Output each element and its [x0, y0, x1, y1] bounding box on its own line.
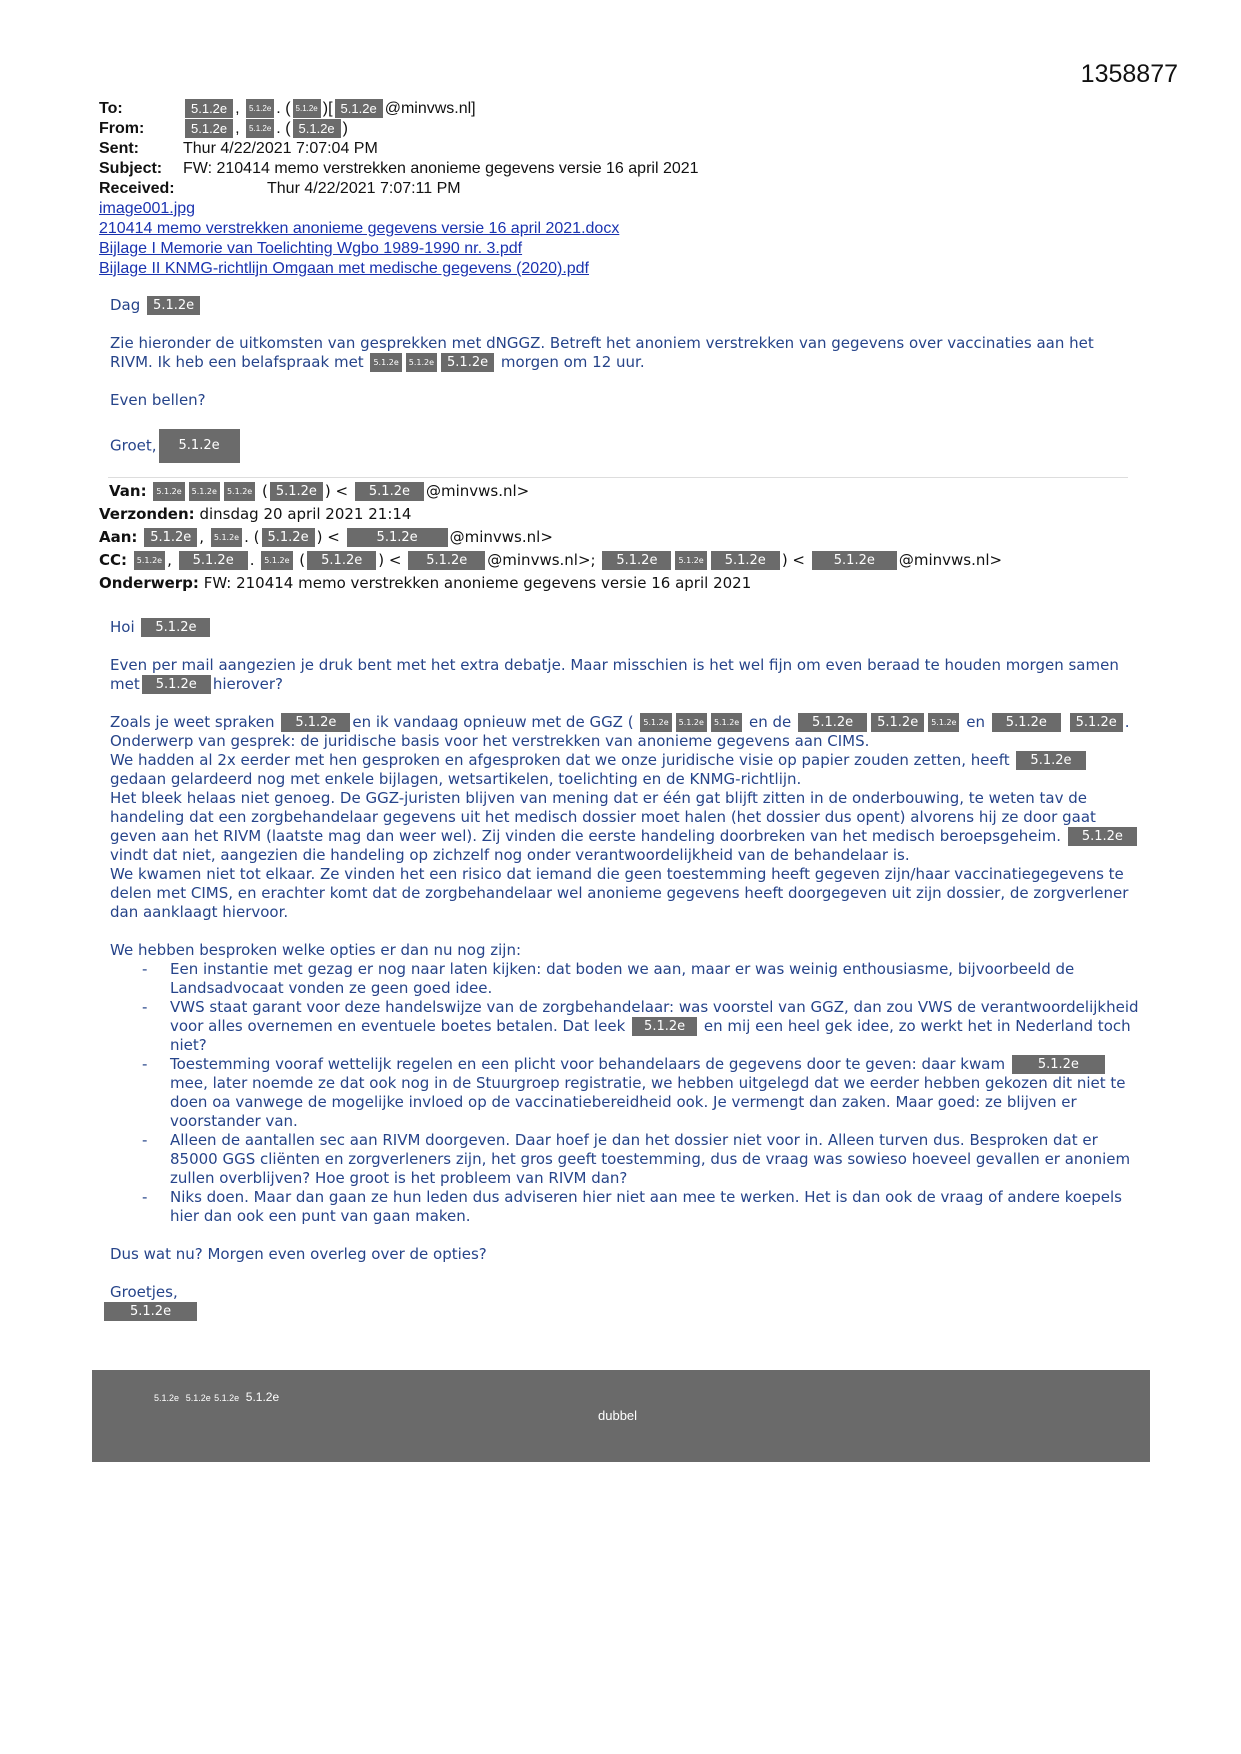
received-date: Thur 4/22/2021 7:07:11 PM: [267, 180, 461, 197]
attachment-link[interactable]: image001.jpg: [99, 200, 196, 217]
redaction: 5.1.2e: [335, 99, 383, 118]
redaction: 5.1.2e: [293, 99, 321, 118]
list-item: - Toestemming vooraf wettelijk regelen en een plicht voor behandelaars de gegevens door te geven: daar kwam 5.1.2e mee, later noemde ze dat ook nog in de Stuurgroep registratie, we hebben uitgelegd dat we eerder hebben gekozen dit niet te doen oa vanwege de mogelijke invloed op de vaccinatiebereidheid ook. Je vermengt dan zaken. Maar goed: ze blijven er voorstander van.: [110, 1055, 1140, 1131]
redaction: 5.1.2e: [147, 296, 200, 315]
attachment-link[interactable]: Bijlage I Memorie van Toelichting Wgbo 1989-1990 nr. 3.pdf: [99, 240, 523, 257]
divider: [108, 477, 1128, 478]
message-body-1: Dag 5.1.2e Zie hieronder de uitkomsten van gesprekken met dNGGZ. Betreft het anoniem verstrekken van gegevens over vaccinaties aan het RIVM. Ik heb een belafspraak met 5.1.2e 5.1.2e 5.1.2e morgen om 12 uur. Even bellen? Groet, 5.1.2e: [110, 296, 1130, 482]
message-body-2: Hoi 5.1.2e Even per mail aangezien je druk bent met het extra debatje. Maar misschien is het wel fijn om even beraad te houden morgen samen met 5.1.2e hierover? Zoals je weet spraken 5.1.2e en ik vandaag opnieuw met de GGZ ( 5.1.2e 5.1.2e 5.1.2e en de 5.1.2e 5.1.2e 5.1.2e en 5.1.2e 5.1.2e . Onderwerp van gesprek: de juridische basis voor het verstrekken van anonieme gegevens aan CIMS. We hadden al 2x eerder met hen gesproken en afgesproken dat we onze juridische visie op papier zouden zetten, heeft 5.1.2e gedaan gelardeerd nog met enkele bijlagen, wetsartikelen, toelichting en de KNMG-richtlijn. Het bleek helaas niet genoeg. De GGZ-juristen blijven van mening dat er één gat blijft zitten in de onderbouwing, te weten tav de handeling dat een zorgbehandelaar gegevens uit het medisch dossier moet halen (het dossier dus opent) alvorens hij ze door gaat geven aan het RIVM (laatste mag dan weer wel). Zij vinden die eerste handeling doorbreken van het medisch beroepsgeheim. 5.1.2e vindt dat niet, aangezien die handeling op zichzelf nog onder verantwoordelijkheid van de behandelaar is. We kwamen niet tot elkaar. Ze vinden het een risico dat iemand die geen toestemming heeft gegeven zijn/haar vaccinatiegegevens te delen met CIMS, en erachter komt dat de zorgbehandelaar wel anonieme gegevens heeft doorgegeven uit zijn dossier, de zorgverlener dan aanklaagt hiervoor. We hebben besproken welke opties er dan nu nog zijn: - Een instantie met gezag er nog naar laten kijken: dat boden we aan, maar er was weinig enthousiasme, bijvoorbeeld de Landsadvocaat vonden ze geen goed idee. - VWS staat garant voor deze handelswijze van de zorgbehandelaar: was voorstel van GGZ, dan zou VWS de verantwoordelijkheid voor alles overnemen en eventuele boetes betalen. Dat leek 5.1.2e en mij een heel gek idee, zo werkt het in Nederland toch niet? - Toestemming vooraf wettelijk regelen en een plicht voor behandelaars de gegevens door te geven: daar kwam 5.1.2e mee, later noemde ze dat ook nog in de Stuurgroep registratie, we hebben uitgelegd dat we eerder hebben gekozen dit niet te doen oa vanwege de mogelijke invloed op de vaccinatiebereidheid ook. Je vermengt dan zaken. Maar goed: ze blijven er voorstander van. - Alleen de aantallen sec aan RIVM doorgeven. Daar hoef je dan het dossier niet voor in. Alleen turven dus. Besproken dat er 85000 GGS cliënten en zorgverleners zijn, het gros geeft toestemming, dus de vraag was sowieso hoeveel gevallen er anoniem zullen overblijven? Hoe groot is het probleem van RIVM dan? - Niks doen. Maar dan gaan ze hun leden dus adviseren hier niet aan mee te werken. Het is dan ook de vraag of andere koepels hier dan ook een punt van gaan maken. Dus wat nu? Morgen even overleg over de opties? Groetjes, 5.1.2e: [110, 618, 1140, 1321]
document-id: 1358877: [1080, 60, 1178, 88]
redaction: 5.1.2e: [246, 119, 274, 138]
sent-date: Thur 4/22/2021 7:07:04 PM: [183, 140, 378, 157]
attachment-link[interactable]: Bijlage II KNMG-richtlijn Omgaan met medische gegevens (2020).pdf: [99, 260, 589, 277]
list-item: - Alleen de aantallen sec aan RIVM doorgeven. Daar hoef je dan het dossier niet voor in. Alleen turven dus. Besproken dat er 85000 GGS cliënten en zorgverleners zijn, het gros geeft toestemming, dus de vraag was sowieso hoeveel gevallen er anoniem zullen overblijven? Hoe groot is het probleem van RIVM dan?: [110, 1131, 1140, 1188]
list-item: - Niks doen. Maar dan gaan ze hun leden dus adviseren hier niet aan mee te werken. Het is dan ook de vraag of andere koepels hier dan ook een punt van gaan maken.: [110, 1188, 1140, 1226]
redaction: 5.1.2e: [293, 119, 341, 138]
from-label: From:: [99, 120, 145, 137]
to-label: To:: [99, 100, 123, 117]
options-list: [110, 960, 1140, 1226]
redaction: 5.1.2e: [185, 99, 233, 118]
list-item: - Een instantie met gezag er nog naar laten kijken: dat boden we aan, maar er was weinig enthousiasme, bijvoorbeeld de Landsadvocaat vonden ze geen goed idee.: [110, 960, 1140, 998]
subject: FW: 210414 memo verstrekken anonieme gegevens versie 16 april 2021: [183, 160, 699, 177]
attachment-link[interactable]: 210414 memo verstrekken anonieme gegevens versie 16 april 2021.docx: [99, 220, 620, 237]
redaction: 5.1.2e: [185, 119, 233, 138]
email-header: To: 5.1.2e , 5.1.2e . ( 5.1.2e )[ 5.1.2e @minvws.nl] From: 5.1.2e , 5.1.2e . ( 5.1.2e ) Sent: Thur 4/22/2021 7:07:04 PM Subject: FW: 210414 memo verstrekken anonieme gegevens versie 16 april 2021 Received: Thur 4/22/2021 7:07:11 PM image001.jpg 210414 memo verstrekken anonieme gegevens versie 16 april 2021.docx Bijlage I Memorie van Toelichting Wgbo 1989-1990 nr. 3.pdf Bijlage II KNMG-richtlijn Omgaan met medische gegevens (2020).pdf: [99, 100, 699, 277]
list-item: - VWS staat garant voor deze handelswijze van de zorgbehandelaar: was voorstel van GGZ, dan zou VWS de verantwoordelijkheid voor alles overnemen en eventuele boetes betalen. Dat leek 5.1.2e en mij een heel gek idee, zo werkt het in Nederland toch niet?: [110, 998, 1140, 1055]
footer-label: dubbel: [598, 1408, 638, 1423]
forwarded-meta: Van: 5.1.2e 5.1.2e 5.1.2e ( 5.1.2e ) < 5.1.2e @minvws.nl> Verzonden: dinsdag 20 april 2021 21:14 Aan: 5.1.2e , 5.1.2e . ( 5.1.2e ) < 5.1.2e @minvws.nl> CC: 5.1.2e , 5.1.2e . 5.1.2e ( 5.1.2e ) < 5.1.2e @minvws.nl>; 5.1.2e 5.1.2e 5.1.2e ) < 5.1.2e @minvws.nl> Onderwerp: FW: 210414 memo verstrekken anonieme gegevens versie 16 april 2021: [99, 482, 1003, 592]
redaction: 5.1.2e: [246, 99, 274, 118]
footer-bar: 5.1.2e 5.1.2e 5.1.2e 5.1.2e dubbel: [92, 1370, 1150, 1462]
